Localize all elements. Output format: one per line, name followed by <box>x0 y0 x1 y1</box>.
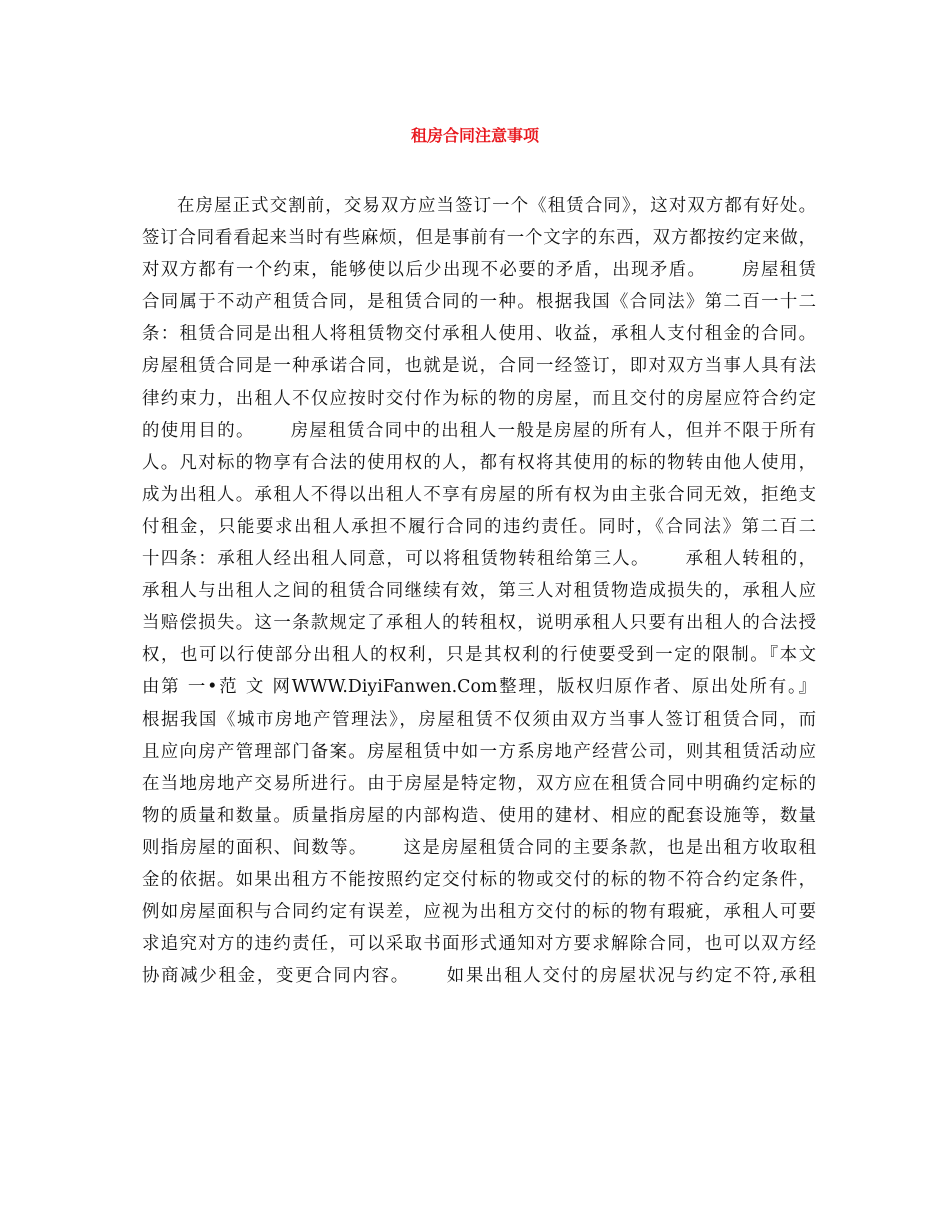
body-line: 由第 一•范 文 网WWW.DiyiFanwen.Com整理，版权归原作者、原出处所有。』 <box>142 677 816 698</box>
document-body <box>142 190 816 992</box>
body-line: 条：租赁合同是出租人将租赁物交付承租人使用、收益，承租人支付租金的合同。 <box>142 324 816 345</box>
body-line: 人。凡对标的物享有合法的使用权的人，都有权将其使用的标的物转由他人使用， <box>142 452 816 473</box>
body-line: 在房屋正式交割前，交易双方应当签订一个《租赁合同》，这对双方都有好处。 <box>177 196 816 216</box>
body-line: 当赔偿损失。这一条款规定了承租人的转租权，说明承租人只要有出租人的合法授 <box>142 613 816 634</box>
body-line: 律约束力，出租人不仅应按时交付作为标的物的房屋，而且交付的房屋应符合约定 <box>142 388 816 409</box>
body-line: 根据我国《城市房地产管理法》，房屋租赁不仅须由双方当事人签订租赁合同，而 <box>142 709 816 730</box>
body-line: 则指房屋的面积、间数等。 这是房屋租赁合同的主要条款，也是出租方收取租 <box>142 837 816 858</box>
body-line: 金的依据。如果出租方不能按照约定交付标的物或交付的标的物不符合约定条件， <box>142 869 816 890</box>
body-line: 例如房屋面积与合同约定有误差，应视为出租方交付的标的物有瑕疵，承租人可要 <box>142 902 816 923</box>
body-line: 求追究对方的违约责任，可以采取书面形式通知对方要求解除合同，也可以双方经 <box>142 934 816 955</box>
body-line: 十四条：承租人经出租人同意，可以将租赁物转租给第三人。 承租人转租的， <box>142 549 816 570</box>
body-line: 承租人与出租人之间的租赁合同继续有效，第三人对租赁物造成损失的，承租人应 <box>142 581 816 602</box>
body-line: 物的质量和数量。质量指房屋的内部构造、使用的建材、相应的配套设施等，数量 <box>142 805 816 826</box>
document-title: 租房合同注意事项 <box>410 126 539 145</box>
body-line: 协商减少租金，变更合同内容。 如果出租人交付的房屋状况与约定不符,承租 <box>142 966 816 987</box>
body-line: 付租金，只能要求出租人承担不履行合同的违约责任。同时，《合同法》第二百二 <box>142 516 816 537</box>
body-line: 对双方都有一个约束，能够使以后少出现不必要的矛盾，出现矛盾。 房屋租赁 <box>142 260 816 281</box>
body-line: 成为出租人。承租人不得以出租人不享有房屋的所有权为由主张合同无效，拒绝支 <box>142 484 816 505</box>
body-line: 合同属于不动产租赁合同，是租赁合同的一种。根据我国《合同法》第二百一十二 <box>142 292 816 313</box>
body-line: 权，也可以行使部分出租人的权利，只是其权利的行使要受到一定的限制。『本文 <box>142 645 816 666</box>
body-line: 房屋租赁合同是一种承诺合同，也就是说，合同一经签订，即对双方当事人具有法 <box>142 356 816 377</box>
body-line: 的使用目的。 房屋租赁合同中的出租人一般是房屋的所有人，但并不限于所有 <box>142 420 816 441</box>
body-line: 签订合同看看起来当时有些麻烦，但是事前有一个文字的东西，双方都按约定来做， <box>142 228 816 249</box>
body-line: 且应向房产管理部门备案。房屋租赁中如一方系房地产经营公司，则其租赁活动应 <box>142 741 816 762</box>
body-line: 在当地房地产交易所进行。由于房屋是特定物，双方应在租赁合同中明确约定标的 <box>142 773 816 794</box>
